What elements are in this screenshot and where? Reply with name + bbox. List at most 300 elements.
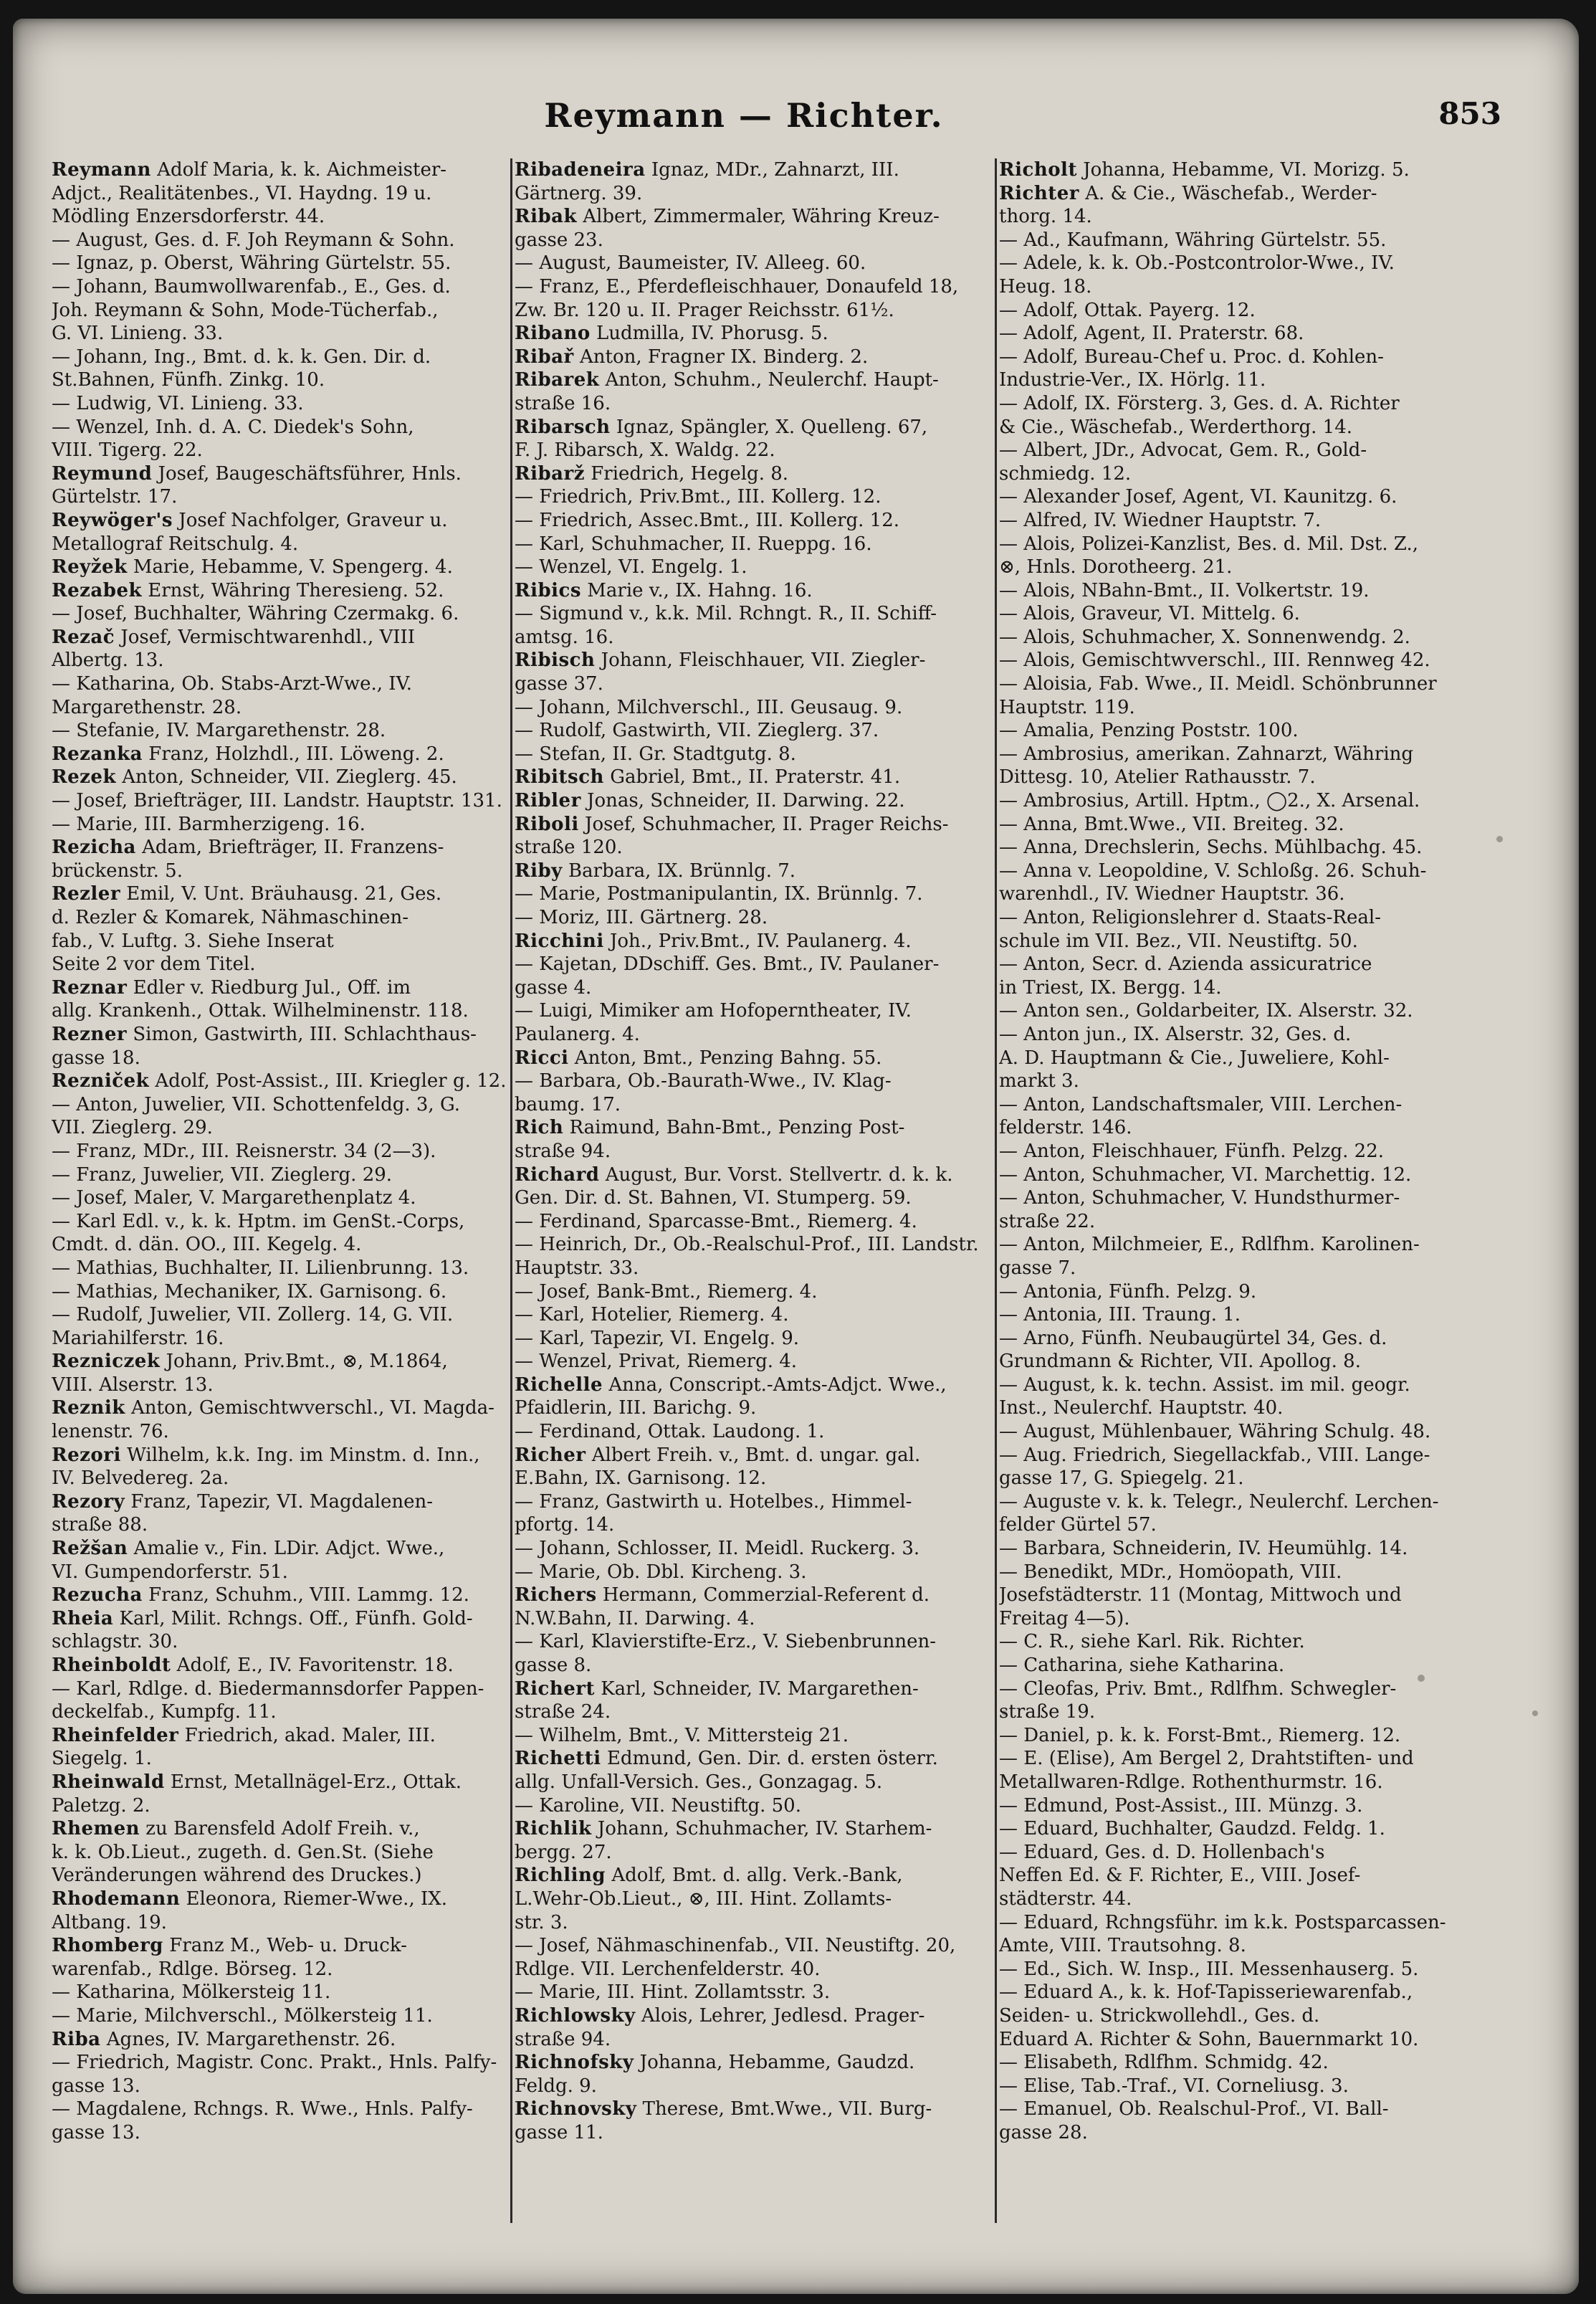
entry-text: — Anton, Secr. d. Azienda assicuratrice — [999, 953, 1372, 976]
entry-text: Gärtnerg. 39. — [515, 182, 643, 204]
directory-entry-line — [515, 1630, 995, 1654]
directory-entry-line — [999, 743, 1501, 766]
directory-entry-line — [515, 1888, 995, 1911]
directory-entry-line — [52, 1561, 510, 1584]
directory-entry-head — [515, 205, 995, 229]
entry-text: — Anton sen., Goldarbeiter, IX. Alserstr. 32. — [999, 1000, 1413, 1022]
entry-text: & Cie., Wäschefab., Werderthorg. 14. — [999, 416, 1353, 438]
directory-entry-line — [999, 1584, 1501, 1607]
entry-text: Gen. Dir. d. St. Bahnen, VI. Stumperg. 59. — [515, 1187, 912, 1209]
directory-entry-line — [999, 1934, 1501, 1958]
entry-text: — Wilhelm, Bmt., V. Mittersteig 21. — [515, 1724, 849, 1746]
entry-text: — Aloisia, Fab. Wwe., II. Meidl. Schönbrunner — [999, 673, 1437, 695]
entry-text: — Katharina, Mölkersteig 11. — [52, 1981, 331, 2004]
entry-text: Joh., Priv.Bmt., IV. Paulanerg. 4. — [603, 930, 912, 952]
directory-entry-head — [515, 416, 995, 439]
entry-text: — Adolf, Ottak. Payerg. 12. — [999, 299, 1256, 321]
entry-text: — Anton, Schuhmacher, VI. Marchettig. 12. — [999, 1163, 1412, 1186]
entry-surname: Rheinboldt — [52, 1655, 171, 1676]
directory-entry-line — [515, 252, 995, 275]
entry-text: — Stefan, II. Gr. Stadtgutg. 8. — [515, 743, 796, 765]
directory-entry-line — [52, 789, 510, 813]
entry-surname: Richers — [515, 1584, 597, 1606]
directory-entry-line — [515, 743, 995, 766]
directory-entry-line — [52, 346, 510, 369]
entry-text: — Eduard, Buchhalter, Gaudzd. Feldg. 1. — [999, 1818, 1385, 1840]
directory-entry-line — [999, 2028, 1501, 2052]
directory-entry-head — [515, 2098, 995, 2121]
directory-entry-line — [52, 1093, 510, 1117]
entry-surname: Rezory — [52, 1490, 125, 1513]
entry-text: straße 22. — [999, 1210, 1096, 1232]
entry-text: Mödling Enzersdorferstr. 44. — [52, 206, 325, 228]
entry-text: — Cleofas, Priv. Bmt., Rdlfhm. Schwegler- — [999, 1677, 1397, 1700]
directory-entry-line — [999, 1724, 1501, 1748]
directory-entry-line — [515, 1537, 995, 1561]
entry-text: — Mathias, Mechaniker, IX. Garnisong. 6. — [52, 1280, 447, 1303]
entry-text: straße 16. — [515, 392, 611, 414]
entry-text: Albertg. 13. — [52, 649, 164, 672]
directory-entry-line — [52, 1841, 510, 1865]
entry-text: — Johann, Baumwollwarenfab., E., Ges. d. — [52, 275, 451, 297]
entry-text: — Moriz, III. Gärtnerg. 28. — [515, 907, 768, 928]
entry-text: — Antonia, Fünfh. Pelzg. 9. — [999, 1280, 1257, 1303]
entry-text: gasse 23. — [515, 229, 603, 251]
directory-entry-head — [52, 882, 510, 906]
entry-text: — Ambrosius, amerikan. Zahnarzt, Währing — [999, 743, 1414, 765]
entry-text: — Adolf, Agent, II. Praterstr. 68. — [999, 323, 1304, 345]
entry-text: Anton, Gemischtwverschl., VI. Magda- — [125, 1397, 494, 1419]
directory-entry-line — [515, 1561, 995, 1584]
entry-text: — Ambrosius, Artill. Hptm., ◯2., X. Arsenal. — [999, 790, 1420, 812]
directory-entry-line — [515, 1490, 995, 1514]
directory-entry-line — [999, 999, 1501, 1023]
entry-surname: Richter — [999, 182, 1079, 204]
directory-entry-line — [999, 1958, 1501, 1981]
entry-text: — Elise, Tab.-Traf., VI. Corneliusg. 3. — [999, 2075, 1349, 2097]
entry-text: Ignaz, Spängler, X. Quelleng. 67, — [610, 416, 928, 438]
entry-text: — Rudolf, Juwelier, VII. Zollerg. 14, G. VII. — [52, 1304, 454, 1326]
entry-surname: Rheinfelder — [52, 1724, 179, 1746]
entry-text: gasse 11. — [515, 2121, 603, 2143]
entry-text: — E. (Elise), Am Bergel 2, Drahtstiften- und — [999, 1748, 1414, 1770]
entry-text: Hermann, Commerzial-Referent d. — [596, 1584, 930, 1606]
directory-entry-head — [52, 1023, 510, 1047]
entry-text: Hauptstr. 119. — [999, 696, 1135, 718]
entry-text: Therese, Bmt.Wwe., VII. Burg- — [636, 2098, 932, 2120]
directory-entry-line — [999, 322, 1501, 346]
directory-entry-line — [999, 1140, 1501, 1163]
directory-entry-line — [52, 1747, 510, 1771]
directory-entry-line — [52, 1420, 510, 1444]
directory-entry-head — [52, 743, 510, 766]
directory-entry-line — [515, 1396, 995, 1420]
entry-text: Karl, Schneider, IV. Margarethen- — [594, 1677, 919, 1700]
column-divider — [510, 158, 512, 2223]
directory-entry-line — [999, 485, 1501, 509]
entry-text: Marie v., IX. Hahng. 16. — [581, 579, 813, 601]
entry-text: Franz, Holzhdl., III. Löweng. 2. — [143, 743, 444, 765]
directory-entry-line — [52, 1467, 510, 1490]
directory-entry-line — [999, 416, 1501, 439]
entry-text: — August, k. k. techn. Assist. im mil. geogr. — [999, 1374, 1410, 1396]
entry-text: Edmund, Gen. Dir. d. ersten österr. — [601, 1748, 938, 1770]
entry-text: schule im VII. Bez., VII. Neustiftg. 50. — [999, 930, 1358, 952]
directory-entry-line — [52, 533, 510, 556]
entry-surname: Richelle — [515, 1374, 603, 1396]
directory-entry-line — [999, 252, 1501, 275]
directory-entry-line — [515, 2028, 995, 2052]
directory-entry-line — [999, 533, 1501, 556]
entry-text: N.W.Bahn, II. Darwing. 4. — [515, 1607, 755, 1629]
entry-text: thorg. 14. — [999, 206, 1092, 228]
entry-text: Anton, Schuhm., Neulerchf. Haupt- — [599, 369, 939, 391]
entry-text: — Marie, III. Barmherzigeng. 16. — [52, 813, 365, 835]
entry-text: — Ed., Sich. W. Insp., III. Messenhauserg. 5. — [999, 1958, 1419, 1980]
directory-entry-line — [52, 416, 510, 439]
entry-text: A. D. Hauptmann & Cie., Juweliere, Kohl- — [999, 1047, 1390, 1069]
entry-text: Anton, Schneider, VII. Zieglerg. 45. — [115, 766, 457, 789]
directory-entry-head — [999, 158, 1501, 182]
entry-surname: Richetti — [515, 1748, 601, 1770]
directory-page — [13, 19, 1579, 2294]
directory-entry-line — [999, 906, 1501, 930]
directory-entry-head — [515, 1817, 995, 1841]
entry-text: warenfab., Rdlge. Börseg. 12. — [52, 1958, 333, 1980]
directory-entry-line — [999, 2051, 1501, 2075]
entry-surname: Riboli — [515, 813, 579, 835]
directory-entry-line — [515, 1607, 995, 1631]
entry-text: amtsg. 16. — [515, 626, 614, 648]
directory-entry-line — [999, 602, 1501, 626]
entry-text: — Johann, Schlosser, II. Meidl. Ruckerg. 3. — [515, 1538, 920, 1560]
directory-entry-line — [52, 1374, 510, 1397]
entry-text: Freitag 4—5). — [999, 1607, 1130, 1629]
entry-text: — Ferdinand, Sparcasse-Bmt., Riemerg. 4. — [515, 1210, 917, 1232]
entry-surname: Richlowsky — [515, 2004, 636, 2027]
column-right — [999, 158, 1501, 2266]
directory-entry-line — [52, 205, 510, 229]
entry-text: Dittesg. 10, Atelier Rathausstr. 7. — [999, 766, 1316, 789]
entry-text: A. & Cie., Wäschefab., Werder- — [1079, 182, 1377, 204]
entry-text: IV. Belvedereg. 2a. — [52, 1467, 229, 1490]
entry-text: Hauptstr. 33. — [515, 1257, 639, 1279]
directory-entry-line — [52, 860, 510, 883]
entry-surname: Rhodemann — [52, 1888, 181, 1910]
entry-text: — Anton, Juwelier, VII. Schottenfeldg. 3, G. — [52, 1093, 461, 1115]
directory-entry-line — [515, 1257, 995, 1280]
directory-entry-line — [515, 976, 995, 1000]
directory-entry-head — [515, 1677, 995, 1701]
directory-entry-line — [999, 1607, 1501, 1631]
directory-entry-head — [515, 322, 995, 346]
directory-entry-line — [999, 719, 1501, 743]
entry-text: — Albert, JDr., Advocat, Gem. R., Gold- — [999, 439, 1367, 462]
directory-entry-line — [52, 299, 510, 323]
entry-text: Metallograf Reitschulg. 4. — [52, 533, 299, 555]
entry-surname: Ribadeneira — [515, 159, 646, 181]
directory-entry-line — [52, 1911, 510, 1935]
directory-entry-line — [52, 368, 510, 392]
entry-text: Mariahilferstr. 16. — [52, 1327, 224, 1349]
entry-surname: Rhomberg — [52, 1935, 163, 1957]
entry-surname: Ribics — [515, 579, 582, 601]
entry-text: — Anton, Milchmeier, E., Rdlfhm. Karolinen- — [999, 1234, 1420, 1256]
directory-entry-line — [999, 882, 1501, 906]
entry-text: — Adolf, Bureau-Chef u. Proc. d. Kohlen- — [999, 346, 1384, 368]
entry-text: Josef, Baugeschäftsführer, Hnls. — [152, 462, 462, 485]
directory-entry-head — [515, 1864, 995, 1888]
directory-entry-line — [515, 1934, 995, 1958]
directory-entry-line — [52, 2075, 510, 2098]
directory-entry-line — [515, 182, 995, 206]
entry-text: — Wenzel, Inh. d. A. C. Diedek's Sohn, — [52, 416, 414, 438]
entry-surname: Richling — [515, 1865, 606, 1887]
entry-text: F. J. Ribarsch, X. Waldg. 22. — [515, 439, 775, 462]
directory-entry-line — [515, 602, 995, 626]
directory-entry-head — [515, 789, 995, 813]
entry-text: gasse 28. — [999, 2121, 1088, 2143]
directory-entry-head — [52, 509, 510, 533]
directory-entry-head — [52, 976, 510, 1000]
entry-text: — Arno, Fünfh. Neubaugürtel 34, Ges. d. — [999, 1327, 1387, 1349]
entry-text: — Stefanie, IV. Margarethenstr. 28. — [52, 720, 386, 742]
entry-text: Neffen Ed. & F. Richter, E., VIII. Josef- — [999, 1865, 1361, 1887]
entry-text: Ernst, Metallnägel-Erz., Ottak. — [164, 1771, 462, 1793]
entry-text: Amalie v., Fin. LDir. Adjct. Wwe., — [128, 1538, 445, 1560]
entry-text: Adjct., Realitätenbes., VI. Haydng. 19 u. — [52, 182, 432, 204]
directory-entry-line — [999, 860, 1501, 883]
entry-text: — Catharina, siehe Katharina. — [999, 1655, 1285, 1676]
directory-entry-head — [52, 462, 510, 486]
entry-text: Friedrich, akad. Maler, III. — [178, 1724, 436, 1746]
directory-entry-line — [52, 1700, 510, 1724]
entry-text: warenhdl., IV. Wiedner Hauptstr. 36. — [999, 883, 1345, 905]
entry-text: — Auguste v. k. k. Telegr., Neulerchf. Lerchen- — [999, 1490, 1439, 1513]
entry-text: felder Gürtel 57. — [999, 1514, 1157, 1536]
directory-entry-head — [515, 1374, 995, 1397]
entry-text: — August, Mühlenbauer, Währing Schulg. 48. — [999, 1421, 1431, 1443]
entry-text: Edler v. Riedburg Jul., Off. im — [127, 976, 411, 999]
entry-surname: Richard — [515, 1163, 600, 1186]
entry-text: Margarethenstr. 28. — [52, 696, 242, 718]
entry-text: G. VI. Linieng. 33. — [52, 323, 224, 345]
directory-entry-line — [999, 1747, 1501, 1771]
directory-entry-line — [999, 649, 1501, 672]
entry-text: Eduard A. Richter & Sohn, Bauernmarkt 10. — [999, 2028, 1419, 2050]
entry-text: Grundmann & Richter, VII. Apollog. 8. — [999, 1351, 1361, 1373]
entry-text: Barbara, IX. Brünnlg. 7. — [562, 860, 796, 882]
entry-surname: Ribisch — [515, 649, 596, 672]
entry-text: — Emanuel, Ob. Realschul-Prof., VI. Ball- — [999, 2098, 1389, 2120]
entry-text: gasse 13. — [52, 2121, 140, 2143]
directory-entry-head — [515, 1163, 995, 1187]
entry-text: — Johann, Ing., Bmt. d. k. k. Gen. Dir. d. — [52, 346, 431, 368]
entry-surname: Režšan — [52, 1538, 128, 1560]
directory-entry-line — [52, 1163, 510, 1187]
entry-text: fab., V. Luftg. 3. Siehe Inserat — [52, 930, 334, 952]
entry-text: — Elisabeth, Rdlfhm. Schmidg. 42. — [999, 2052, 1329, 2074]
entry-surname: Rezicha — [52, 837, 136, 859]
directory-entry-line — [999, 1420, 1501, 1444]
directory-entry-line — [999, 2004, 1501, 2028]
directory-entry-line — [515, 1958, 995, 1981]
directory-entry-line — [52, 719, 510, 743]
directory-entry-line — [52, 182, 510, 206]
entry-text: — August, Baumeister, IV. Alleeg. 60. — [515, 252, 866, 275]
entry-text: — Barbara, Schneiderin, IV. Heumühlg. 14. — [999, 1538, 1408, 1560]
entry-text: Anton, Bmt., Penzing Bahng. 55. — [568, 1047, 882, 1069]
entry-text: — Josef, Briefträger, III. Landstr. Hauptstr. 131. — [52, 790, 502, 812]
entry-text: Gabriel, Bmt., II. Praterstr. 41. — [603, 766, 901, 789]
directory-entry-line — [999, 1396, 1501, 1420]
directory-entry-line — [515, 719, 995, 743]
entry-text: — Franz, MDr., III. Reisnerstr. 34 (2—3). — [52, 1140, 436, 1162]
directory-entry-line — [52, 1677, 510, 1701]
directory-entry-head — [515, 346, 995, 369]
entry-text: brückenstr. 5. — [52, 860, 183, 882]
directory-entry-line — [999, 1888, 1501, 1911]
entry-surname: Reyžek — [52, 556, 128, 579]
entry-text: — Anton, Schuhmacher, V. Hundsthurmer- — [999, 1187, 1400, 1209]
directory-entry-head — [52, 1724, 510, 1748]
directory-entry-line — [999, 299, 1501, 323]
entry-text: — Marie, Milchverschl., Mölkersteig 11. — [52, 2004, 433, 2027]
entry-text: August, Bur. Vorst. Stellvertr. d. k. k. — [599, 1163, 953, 1186]
directory-entry-head — [52, 1934, 510, 1958]
entry-text: Johann, Priv.Bmt., ⊗, M.1864, — [160, 1351, 448, 1373]
entry-surname: Ribarž — [515, 462, 585, 485]
entry-surname: Riba — [52, 2028, 101, 2050]
entry-surname: Riby — [515, 860, 563, 882]
directory-entry-line — [999, 1490, 1501, 1514]
entry-text: allg. Unfall-Versich. Ges., Gonzagag. 5. — [515, 1771, 883, 1793]
entry-text: — Anton, Fleischhauer, Fünfh. Pelzg. 22. — [999, 1140, 1385, 1162]
entry-text: Wilhelm, k.k. Ing. im Minstm. d. Inn., — [120, 1444, 480, 1466]
directory-entry-line — [999, 579, 1501, 603]
directory-entry-line — [999, 368, 1501, 392]
entry-text: Seite 2 vor dem Titel. — [52, 953, 256, 976]
entry-text: — Edmund, Post-Assist., III. Münzg. 3. — [999, 1794, 1363, 1817]
entry-text: straße 94. — [515, 2028, 611, 2050]
directory-entry-line — [999, 392, 1501, 416]
directory-entry-line — [515, 1186, 995, 1210]
entry-text: Altbang. 19. — [52, 1911, 167, 1933]
entry-text: allg. Krankenh., Ottak. Wilhelminenstr. 118. — [52, 1000, 469, 1022]
entry-text: — Anton jun., IX. Alserstr. 32, Ges. d. — [999, 1023, 1352, 1045]
directory-entry-head — [515, 649, 995, 672]
entry-text: Josef, Vermischtwarenhdl., VIII — [115, 626, 416, 648]
entry-surname: Rheia — [52, 1607, 114, 1629]
directory-entry-line — [515, 1794, 995, 1818]
directory-entry-head — [52, 579, 510, 603]
directory-entry-line — [999, 229, 1501, 252]
directory-entry-line — [999, 205, 1501, 229]
directory-entry-line — [52, 999, 510, 1023]
directory-entry-line — [999, 1303, 1501, 1327]
directory-entry-line — [999, 930, 1501, 953]
directory-entry-line — [515, 1093, 995, 1117]
directory-entry-line — [52, 1630, 510, 1654]
directory-entry-line — [515, 1771, 995, 1794]
directory-entry-head — [52, 766, 510, 789]
directory-entry-line — [515, 392, 995, 416]
directory-entry-line — [52, 1864, 510, 1888]
entry-text: Veränderungen während des Druckes.) — [52, 1865, 422, 1887]
directory-entry-line — [52, 1327, 510, 1351]
directory-entry-head — [52, 556, 510, 579]
directory-entry-line — [52, 229, 510, 252]
directory-entry-line — [52, 1210, 510, 1234]
entry-surname: Ricchini — [515, 930, 604, 952]
entry-surname: Rezler — [52, 883, 121, 905]
directory-entry-line — [515, 1911, 995, 1935]
entry-text: — Amalia, Penzing Poststr. 100. — [999, 720, 1299, 742]
directory-entry-line — [515, 1350, 995, 1374]
directory-entry-head — [515, 1047, 995, 1070]
directory-entry-line — [515, 696, 995, 720]
directory-entry-line — [999, 509, 1501, 533]
directory-entry-line — [999, 556, 1501, 579]
entry-surname: Ribano — [515, 323, 591, 345]
entry-text: — Wenzel, VI. Engelg. 1. — [515, 556, 747, 579]
entry-text: schmiedg. 12. — [999, 462, 1132, 485]
entry-text: — Aug. Friedrich, Siegellackfab., VIII. Lange- — [999, 1444, 1430, 1466]
directory-entry-line — [515, 1420, 995, 1444]
directory-entry-line — [52, 672, 510, 696]
directory-entry-line — [999, 1374, 1501, 1397]
directory-entry-head — [515, 930, 995, 953]
directory-entry-line — [999, 462, 1501, 486]
entry-text: — Alexander Josef, Agent, VI. Kaunitzg. 6. — [999, 486, 1397, 508]
directory-entry-line — [999, 275, 1501, 299]
entry-text: d. Rezler & Komarek, Nähmaschinen- — [52, 907, 409, 928]
directory-entry-line — [515, 1280, 995, 1304]
entry-text: lenenstr. 76. — [52, 1421, 169, 1443]
entry-text: — Franz, Juwelier, VII. Zieglerg. 29. — [52, 1163, 393, 1186]
entry-text: Heug. 18. — [999, 275, 1092, 297]
entry-text: Feldg. 9. — [515, 2075, 597, 2097]
entry-surname: Richert — [515, 1677, 595, 1700]
directory-entry-line — [999, 1280, 1501, 1304]
directory-entry-line — [999, 1841, 1501, 1865]
directory-entry-line — [999, 813, 1501, 837]
entry-text: Agnes, IV. Margarethenstr. 26. — [100, 2028, 396, 2050]
directory-entry-head — [52, 1490, 510, 1514]
directory-entry-line — [999, 2121, 1501, 2145]
entry-text: ⊗, Hnls. Dorotheerg. 21. — [999, 556, 1233, 579]
directory-entry-head — [515, 813, 995, 837]
entry-text: — Mathias, Buchhalter, II. Lilienbrunng. 13. — [52, 1257, 469, 1279]
entry-text: — Sigmund v., k.k. Mil. Rchngt. R., II. Schiff- — [515, 603, 937, 625]
entry-text: Alois, Lehrer, Jedlesd. Prager- — [635, 2004, 925, 2027]
directory-entry-line — [999, 1163, 1501, 1187]
entry-text: Adolf, E., IV. Favoritenstr. 18. — [171, 1655, 454, 1676]
entry-text: — Karl, Klavierstifte-Erz., V. Siebenbrunnen- — [515, 1631, 937, 1653]
directory-entry-line — [515, 439, 995, 462]
directory-entry-line — [999, 1233, 1501, 1257]
entry-text: — Heinrich, Dr., Ob.-Realschul-Prof., III. Landstr. — [515, 1234, 979, 1256]
entry-text: — Karoline, VII. Neustiftg. 50. — [515, 1794, 801, 1817]
entry-text: Metallwaren-Rdlge. Rothenthurmstr. 16. — [999, 1771, 1383, 1793]
entry-text: zu Barensfeld Adolf Freih. v., — [140, 1818, 420, 1840]
entry-text: — Josef, Buchhalter, Währing Czermakg. 6. — [52, 603, 459, 625]
entry-surname: Richolt — [999, 159, 1077, 181]
directory-entry-line — [52, 953, 510, 976]
entry-surname: Ribař — [515, 346, 574, 368]
entry-text: bergg. 27. — [515, 1841, 612, 1863]
entry-text: str. 3. — [515, 1911, 568, 1933]
